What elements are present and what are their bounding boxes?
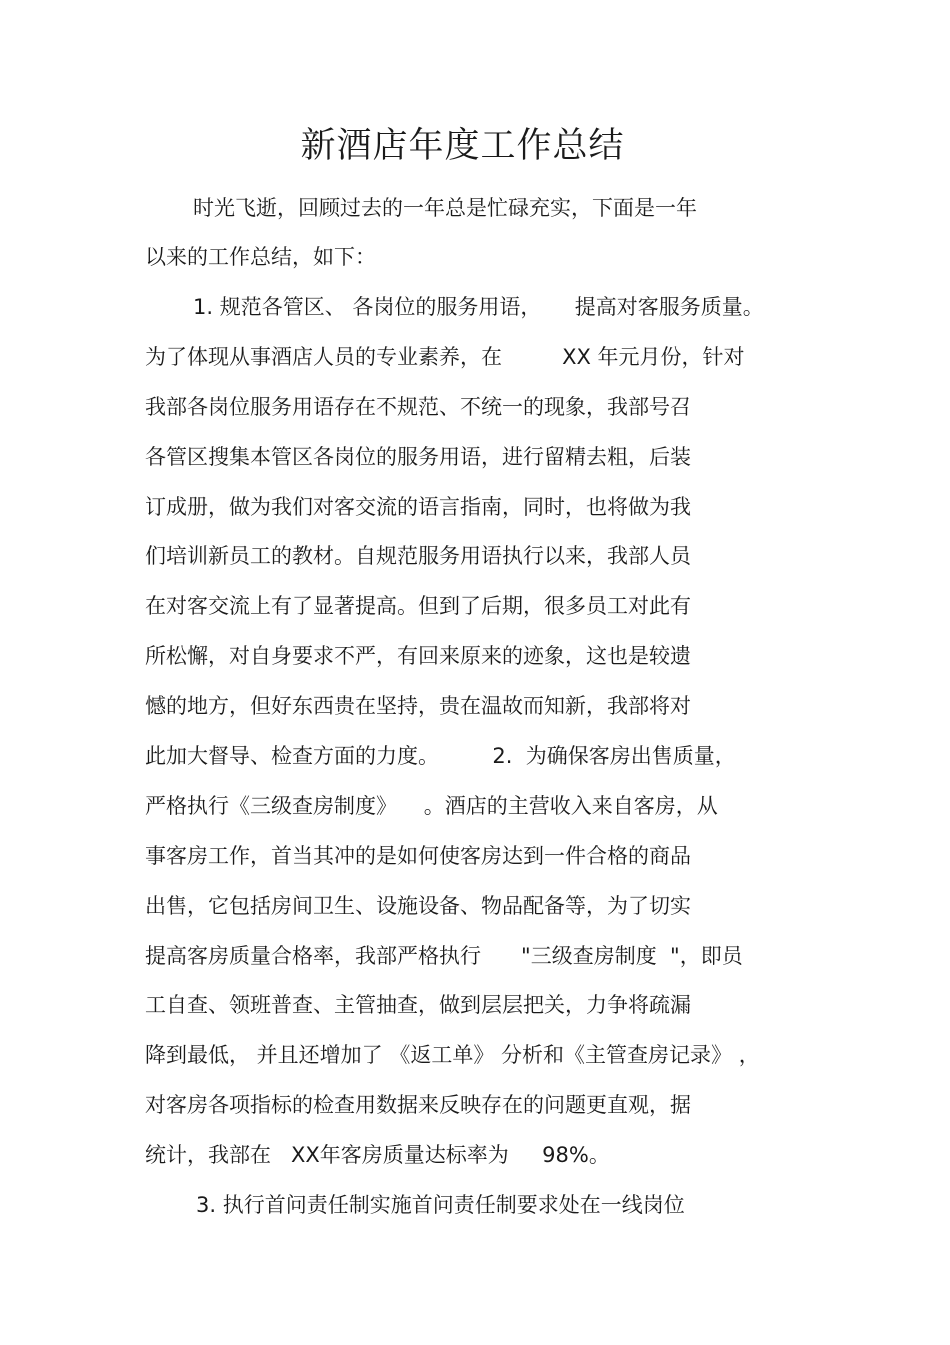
paragraph-line: 们培训新员工的教材。自规范服务用语执行以来，我部人员 — [145, 544, 691, 568]
paragraph-line: 工自查、领班普查、主管抽查，做到层层把关，力争将疏漏 — [145, 993, 691, 1017]
paragraph-line: 所松懈，对自身要求不严，有回来原来的迹象，这也是较遗 — [145, 644, 691, 668]
paragraph-line: 1. 规范各管区、 各岗位的服务用语， 提高对客服务质量。 — [193, 295, 764, 319]
paragraph-line: 统计，我部在 XX年客房质量达标率为 98%。 — [145, 1143, 610, 1167]
paragraph-line: 此加大督导、检查方面的力度。 2. 为确保客房出售质量， — [145, 744, 736, 768]
paragraph-line: 严格执行《三级查房制度》 。酒店的主营收入来自客房，从 — [145, 794, 718, 818]
paragraph-line: 时光飞逝，回顾过去的一年总是忙碌充实，下面是一年 — [193, 196, 697, 220]
paragraph-line: 出售，它包括房间卫生、设施设备、物品配备等，为了切实 — [145, 894, 691, 918]
paragraph-line: 各管区搜集本管区各岗位的服务用语，进行留精去粗，后装 — [145, 445, 691, 469]
paragraph-line: 以来的工作总结，如下： — [145, 245, 376, 269]
paragraph-line: 在对客交流上有了显著提高。但到了后期，很多员工对此有 — [145, 594, 691, 618]
paragraph-line: 为了体现从事酒店人员的专业素养，在 XX 年元月份，针对 — [145, 345, 745, 369]
document-title: 新酒店年度工作总结 — [300, 126, 625, 166]
paragraph-line: 对客房各项指标的检查用数据来反映存在的问题更直观，据 — [145, 1093, 691, 1117]
paragraph-line: 3. 执行首问责任制实施首问责任制要求处在一线岗位 — [196, 1193, 685, 1217]
paragraph-line: 提高客房质量合格率，我部严格执行 "三级查房制度 "，即员 — [145, 944, 743, 968]
paragraph-line: 我部各岗位服务用语存在不规范、不统一的现象，我部号召 — [145, 395, 691, 419]
paragraph-line: 事客房工作，首当其冲的是如何使客房达到一件合格的商品 — [145, 844, 691, 868]
paragraph-line: 降到最低， 并且还增加了 《返工单》 分析和《主管查房记录》 ， — [145, 1043, 760, 1067]
paragraph-line: 憾的地方，但好东西贵在坚持，贵在温故而知新，我部将对 — [145, 694, 691, 718]
paragraph-line: 订成册，做为我们对客交流的语言指南，同时，也将做为我 — [145, 495, 691, 519]
